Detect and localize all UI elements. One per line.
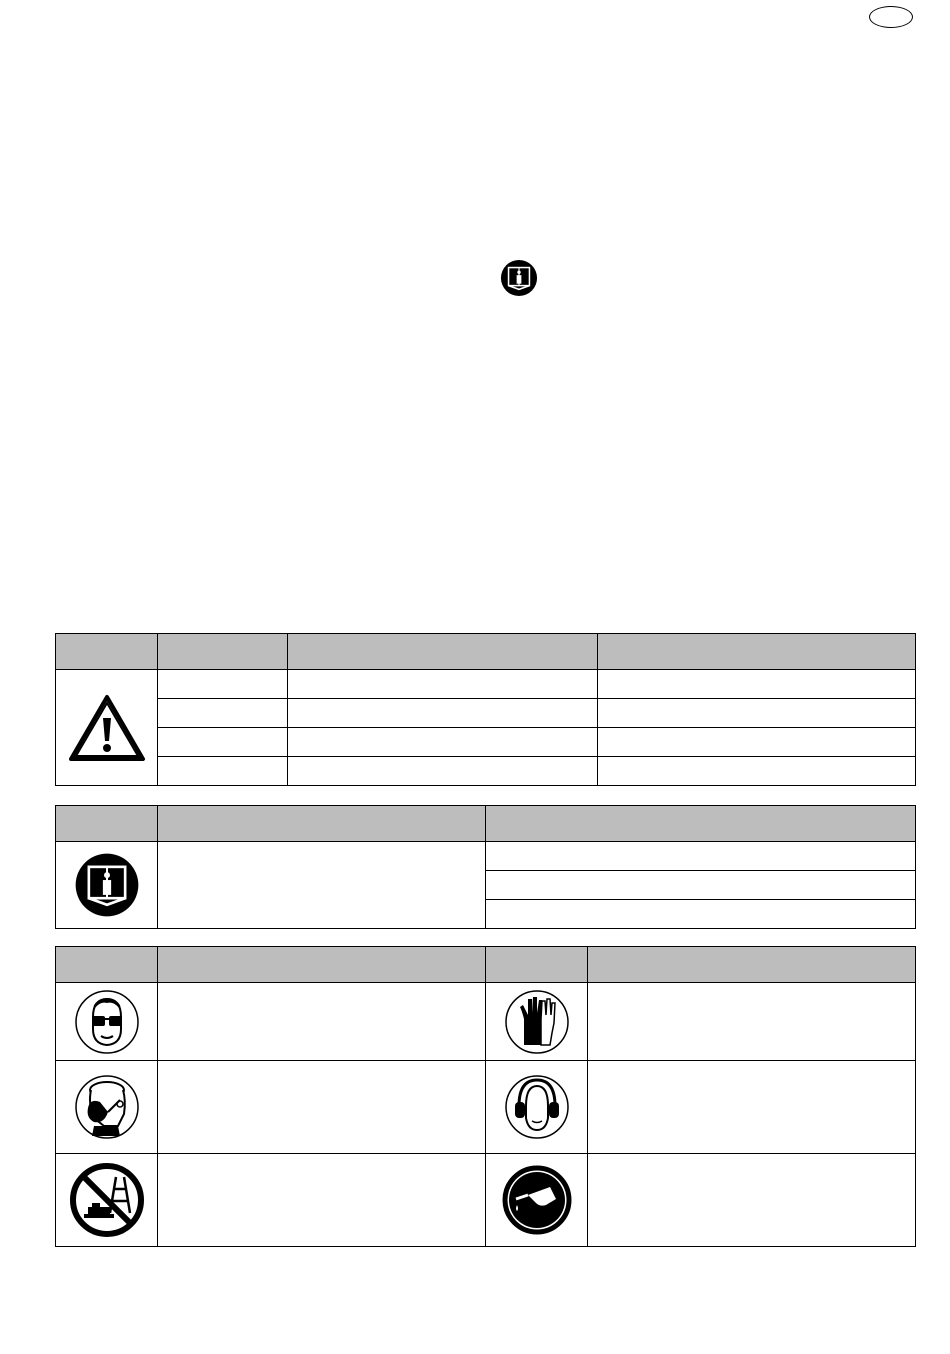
dust-mask-icon — [74, 1074, 140, 1140]
table-cell — [288, 757, 598, 786]
header-cell — [158, 947, 486, 983]
table-cell — [158, 670, 288, 699]
header-cell — [598, 634, 916, 670]
table-cell — [588, 1061, 916, 1154]
table-row — [56, 670, 916, 699]
warning-triangle-icon — [68, 693, 146, 763]
read-manual-icon — [500, 259, 538, 297]
table-cell — [288, 728, 598, 757]
icon-cell — [56, 1061, 158, 1154]
table-row — [56, 983, 916, 1061]
header-cell — [56, 947, 158, 983]
table-cell — [288, 699, 598, 728]
table-cell — [588, 983, 916, 1061]
warning-levels-table — [55, 633, 916, 786]
header-cell — [56, 634, 158, 670]
safety-glasses-icon — [74, 989, 140, 1055]
header-cell — [158, 634, 288, 670]
read-manual-icon-cell — [56, 842, 158, 929]
safety-gloves-icon — [504, 989, 570, 1055]
table-cell — [486, 871, 916, 900]
header-cell — [56, 806, 158, 842]
table-header-row — [56, 806, 916, 842]
table-cell — [288, 670, 598, 699]
table-row — [56, 842, 916, 871]
read-manual-icon — [74, 852, 140, 918]
language-badge — [869, 6, 913, 28]
icon-cell — [486, 983, 588, 1061]
icon-cell — [56, 1154, 158, 1247]
table-header-row — [56, 634, 916, 670]
table-row — [56, 699, 916, 728]
table-cell — [158, 699, 288, 728]
table-cell — [486, 900, 916, 929]
table-row — [56, 1061, 916, 1154]
table-cell — [158, 728, 288, 757]
table-cell — [588, 1154, 916, 1247]
oil-can-icon — [502, 1165, 572, 1235]
table-cell — [598, 757, 916, 786]
header-cell — [486, 947, 588, 983]
header-cell — [588, 947, 916, 983]
no-step-on-machine-icon — [70, 1163, 144, 1237]
icon-cell — [486, 1061, 588, 1154]
table-cell — [598, 699, 916, 728]
table-row — [56, 757, 916, 786]
table-cell — [598, 670, 916, 699]
ear-protection-icon — [504, 1074, 570, 1140]
icon-cell — [56, 983, 158, 1061]
table-cell — [598, 728, 916, 757]
header-cell — [486, 806, 916, 842]
table-cell — [158, 1154, 486, 1247]
warning-icon-cell — [56, 670, 158, 786]
read-manual-table — [55, 805, 916, 929]
table-header-row — [56, 947, 916, 983]
table-cell — [486, 842, 916, 871]
table-cell — [158, 983, 486, 1061]
table-row — [56, 728, 916, 757]
header-cell — [288, 634, 598, 670]
protective-equipment-table — [55, 946, 916, 1247]
header-cell — [158, 806, 486, 842]
icon-cell — [486, 1154, 588, 1247]
table-row — [56, 1154, 916, 1247]
table-cell — [158, 757, 288, 786]
table-cell — [158, 1061, 486, 1154]
table-cell — [158, 842, 486, 929]
